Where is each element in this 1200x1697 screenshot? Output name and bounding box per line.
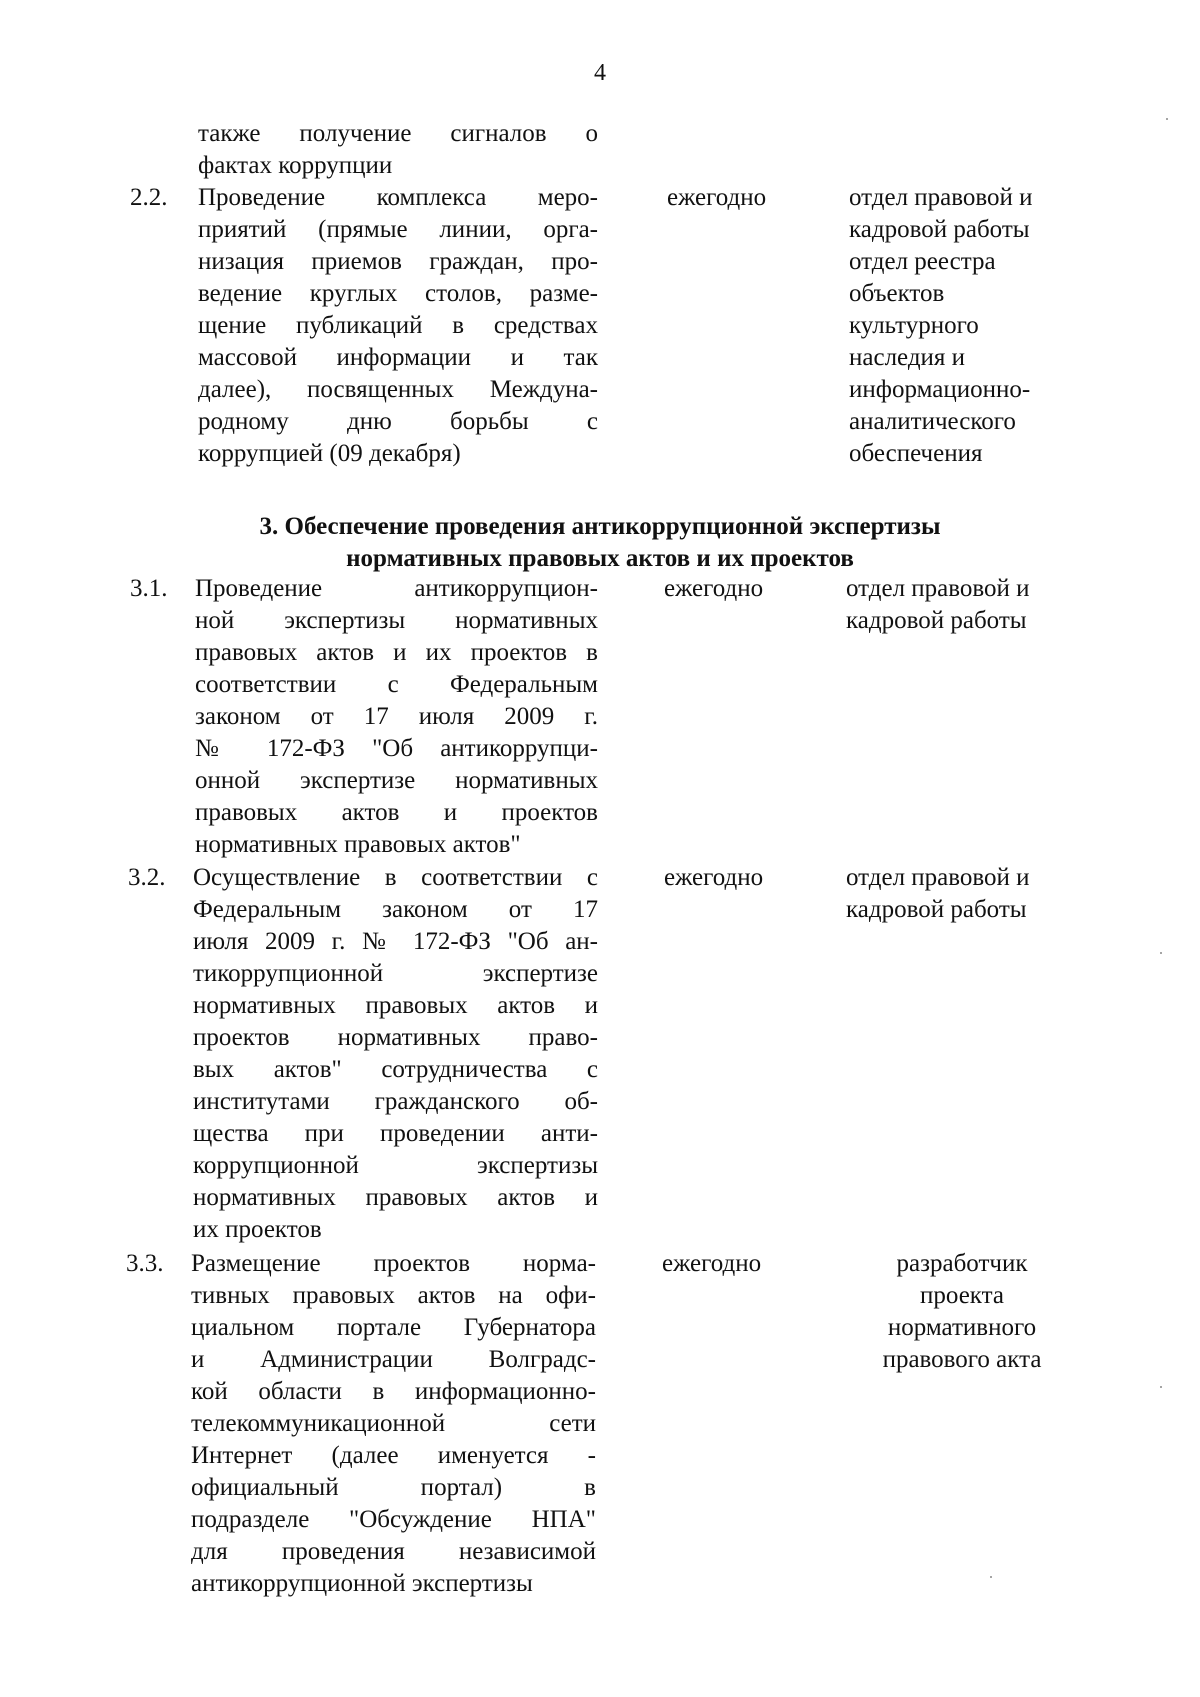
item-text-line: вых актов" сотрудничества с [193, 1056, 598, 1083]
item-text-line: проектов нормативных право- [193, 1024, 598, 1051]
item-text-line: Размещение проектов норма- [191, 1250, 596, 1277]
item-text-line: правовых актов и проектов [195, 799, 598, 826]
scan-speck [1160, 1386, 1162, 1388]
responsible-line: кадровой работы [846, 896, 1027, 923]
item-text-line: далее), посвященных Междуна- [198, 376, 598, 403]
item-term: ежегодно [667, 184, 767, 211]
scan-speck [1166, 118, 1168, 120]
item-text-line: онной экспертизе нормативных [195, 767, 598, 794]
item-text-line: для проведения независимой [191, 1538, 596, 1565]
responsible-line: объектов [849, 280, 945, 307]
item-text-line: их проектов [193, 1216, 322, 1243]
item-text-line: родному дню борьбы с [198, 408, 598, 435]
responsible-line: отдел реестра [849, 248, 996, 275]
item-text-line: кой области в информационно- [191, 1378, 596, 1405]
responsible-line: аналитического [849, 408, 1016, 435]
page-number: 4 [594, 60, 606, 86]
section-heading: 3. Обеспечение проведения антикоррупционной экспертизы [259, 513, 941, 540]
item-text-line: июля 2009 г. № 172-ФЗ "Об ан- [193, 928, 598, 955]
responsible-line: информационно- [849, 376, 1031, 403]
item-text-line: антикоррупционной экспертизы [191, 1570, 533, 1597]
carry-line: также получение сигналов о [198, 120, 598, 147]
item-text-line: Проведение антикоррупцион- [195, 575, 598, 602]
item-text-line: нормативных правовых актов и [193, 1184, 598, 1211]
responsible-line: отдел правовой и [846, 864, 1030, 891]
responsible-line: обеспечения [849, 440, 983, 467]
item-text-line: тивных правовых актов на офи- [191, 1282, 596, 1309]
item-text-line: институтами гражданского об- [193, 1088, 598, 1115]
item-text-line: нормативных правовых актов и [193, 992, 598, 1019]
item-text-line: телекоммуникационной сети [191, 1410, 596, 1437]
item-text-line: официальный портал) в [191, 1474, 596, 1501]
item-number: 3.3. [126, 1250, 164, 1277]
item-text-line: законом от 17 июля 2009 г. [195, 703, 598, 730]
responsible-line: наследия и [849, 344, 966, 371]
item-text-line: подразделе "Обсуждение НПА" [191, 1506, 596, 1533]
item-text-line: и Администрации Волградс- [191, 1346, 596, 1373]
item-term: ежегодно [664, 575, 764, 602]
item-text-line: коррупцией (09 декабря) [198, 440, 461, 467]
item-text-line: ведение круглых столов, разме- [198, 280, 598, 307]
item-text-line: Федеральным законом от 17 [193, 896, 598, 923]
responsible-line: правового акта [882, 1346, 1042, 1373]
item-text-line: коррупционной экспертизы [193, 1152, 598, 1179]
responsible-line: отдел правовой и [846, 575, 1030, 602]
scan-speck [1160, 952, 1162, 954]
section-heading: нормативных правовых актов и их проектов [346, 545, 854, 572]
item-number: 3.1. [130, 575, 168, 602]
carry-line: фактах коррупции [198, 152, 393, 179]
responsible-line: проекта [920, 1282, 1004, 1309]
responsible-line: кадровой работы [846, 607, 1027, 634]
item-text-line: массовой информации и так [198, 344, 598, 371]
item-text-line: правовых актов и их проектов в [195, 639, 598, 666]
item-text-line: тикоррупционной экспертизе [193, 960, 598, 987]
item-text-line: Осуществление в соответствии с [193, 864, 598, 891]
responsible-line: разработчик [896, 1250, 1028, 1277]
item-text-line: № 172-ФЗ "Об антикоррупци- [195, 735, 598, 762]
item-text-line: Проведение комплекса меро- [198, 184, 598, 211]
item-number: 3.2. [128, 864, 166, 891]
item-term: ежегодно [662, 1250, 762, 1277]
responsible-line: кадровой работы [849, 216, 1030, 243]
item-text-line: соответствии с Федеральным [195, 671, 598, 698]
responsible-line: отдел правовой и [849, 184, 1033, 211]
scan-speck [990, 1576, 992, 1578]
item-text-line: ной экспертизы нормативных [195, 607, 598, 634]
item-text-line: низация приемов граждан, про- [198, 248, 598, 275]
item-text-line: циальном портале Губернатора [191, 1314, 596, 1341]
item-term: ежегодно [664, 864, 764, 891]
item-text-line: щества при проведении анти- [193, 1120, 598, 1147]
responsible-line: культурного [849, 312, 979, 339]
item-text-line: Интернет (далее именуется - [191, 1442, 596, 1469]
responsible-line: нормативного [887, 1314, 1037, 1341]
item-number: 2.2. [130, 184, 168, 211]
item-text-line: нормативных правовых актов" [195, 831, 521, 858]
item-text-line: щение публикаций в средствах [198, 312, 598, 339]
item-text-line: приятий (прямые линии, орга- [198, 216, 598, 243]
